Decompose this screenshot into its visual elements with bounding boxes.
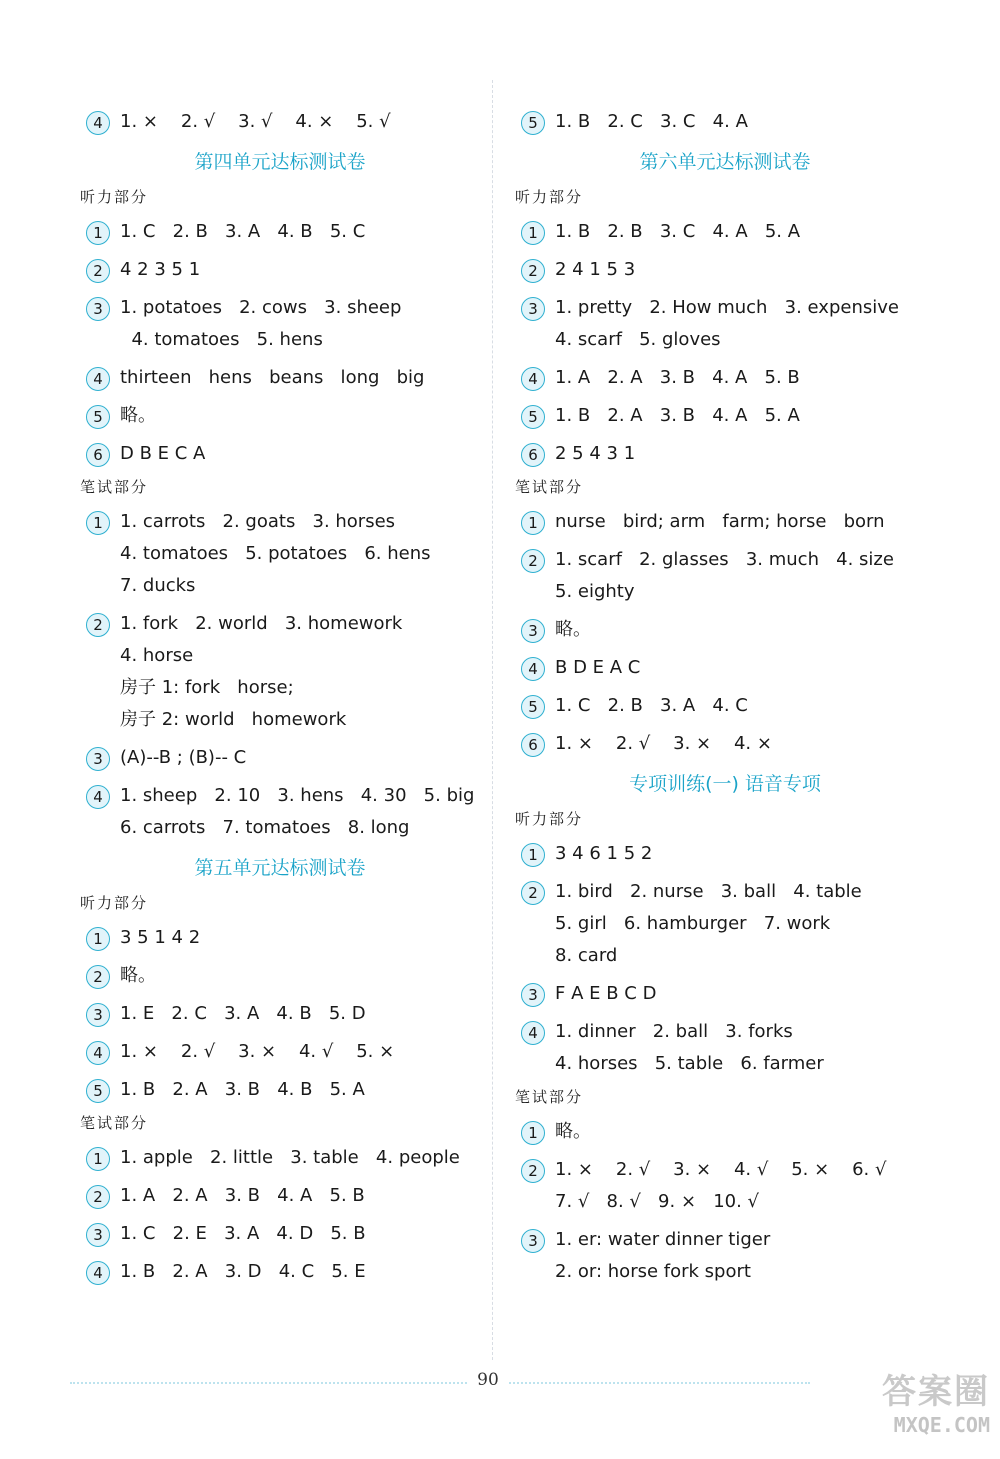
answer-item [515, 652, 935, 684]
question-number-badge: 4 [521, 1021, 545, 1045]
answer-line: 1. B 2. A 3. B 4. B 5. A [120, 1079, 365, 1100]
answer-item [515, 1154, 935, 1218]
answer-line: 5. girl 6. hamburger 7. work [555, 913, 831, 934]
answer-item [515, 438, 935, 470]
answer-line: 1. B 2. A 3. B 4. A 5. A [555, 405, 800, 426]
question-number-badge: 5 [521, 111, 545, 135]
answer-item [80, 438, 480, 470]
answer-item [80, 1074, 480, 1106]
answer-line: D B E C A [120, 443, 206, 464]
answer-line: 1. pretty 2. How much 3. expensive [555, 297, 899, 318]
answer-line: 略。 [120, 405, 156, 426]
question-number-badge: 1 [521, 511, 545, 535]
question-number-badge: 1 [521, 843, 545, 867]
answer-line: 1. E 2. C 3. A 4. B 5. D [120, 1003, 366, 1024]
question-number-badge: 2 [86, 259, 110, 283]
answer-item [80, 922, 480, 954]
answer-line: 1. fork 2. world 3. homework [120, 613, 403, 634]
question-number-badge: 3 [521, 983, 545, 1007]
answer-item [80, 998, 480, 1030]
answer-line: 1. C 2. B 3. A 4. B 5. C [120, 221, 366, 242]
answer-item [515, 1224, 935, 1288]
answer-item [80, 608, 480, 736]
answer-item [515, 614, 935, 646]
question-number-badge: 1 [86, 221, 110, 245]
watermark-logo: 答案圈 [882, 1372, 990, 1412]
page-number: 90 [468, 1370, 508, 1390]
answer-line: 1. B 2. A 3. D 4. C 5. E [120, 1261, 366, 1282]
subsection-heading: 听力部分 [80, 188, 149, 206]
answer-item [515, 106, 935, 138]
answer-line: 6. carrots 7. tomatoes 8. long [120, 817, 410, 838]
answer-item [80, 1036, 480, 1068]
answer-item [515, 876, 935, 972]
answer-item [515, 728, 935, 760]
section-title: 第六单元达标测试卷 [639, 151, 811, 173]
answer-line: 1. × 2. √ 3. × 4. √ 5. × 6. √ [555, 1159, 887, 1180]
answer-line: 1. er: water dinner tiger [555, 1229, 771, 1250]
answer-line: (A)--B ; (B)-- C [120, 747, 247, 768]
answer-line: 2 5 4 3 1 [555, 443, 636, 464]
answer-item [515, 292, 935, 356]
answer-line: 7. ducks [120, 575, 196, 596]
answer-item [515, 1016, 935, 1080]
answer-line: 2. or: horse fork sport [555, 1261, 751, 1282]
right-column [515, 100, 935, 1288]
question-number-badge: 5 [521, 695, 545, 719]
question-number-badge: 3 [521, 1229, 545, 1253]
column-divider [492, 80, 493, 1360]
question-number-badge: 4 [521, 367, 545, 391]
subsection-heading: 笔试部分 [515, 1088, 584, 1106]
question-number-badge: 4 [86, 1041, 110, 1065]
answer-line: 1. C 2. B 3. A 4. C [555, 695, 748, 716]
answer-item [515, 690, 935, 722]
question-number-badge: 1 [86, 927, 110, 951]
answer-item [515, 838, 935, 870]
question-number-badge: 2 [521, 549, 545, 573]
subsection-heading: 笔试部分 [80, 1114, 149, 1132]
subsection-heading: 听力部分 [80, 894, 149, 912]
answer-line: 7. √ 8. √ 9. × 10. √ [555, 1191, 760, 1212]
question-number-badge: 3 [86, 1003, 110, 1027]
answer-line: 1. A 2. A 3. B 4. A 5. B [120, 1185, 365, 1206]
question-number-badge: 4 [521, 657, 545, 681]
answer-item [80, 742, 480, 774]
answer-line: 4 2 3 5 1 [120, 259, 201, 280]
answer-item [515, 544, 935, 608]
subsection-heading: 笔试部分 [515, 478, 584, 496]
answer-item [80, 292, 480, 356]
answer-line: 1. apple 2. little 3. table 4. people [120, 1147, 460, 1168]
question-number-badge: 4 [86, 367, 110, 391]
answer-line: 略。 [555, 1121, 591, 1142]
question-number-badge: 3 [521, 619, 545, 643]
question-number-badge: 2 [521, 1159, 545, 1183]
answer-line: 房子 2: world homework [120, 709, 347, 730]
answer-line: 1. sheep 2. 10 3. hens 4. 30 5. big [120, 785, 475, 806]
answer-line: 5. eighty [555, 581, 635, 602]
answer-item [515, 254, 935, 286]
question-number-badge: 1 [521, 1121, 545, 1145]
answer-item [515, 216, 935, 248]
question-number-badge: 5 [86, 405, 110, 429]
answer-item [80, 1218, 480, 1250]
answer-item [80, 400, 480, 432]
watermark-site: MXQE.COM [893, 1413, 990, 1437]
question-number-badge: 1 [521, 221, 545, 245]
answer-line: 1. carrots 2. goats 3. horses [120, 511, 396, 532]
answer-item [80, 1180, 480, 1212]
subsection-heading: 听力部分 [515, 810, 584, 828]
question-number-badge: 2 [521, 259, 545, 283]
answer-line: 3 5 1 4 2 [120, 927, 201, 948]
answer-item [80, 506, 480, 602]
question-number-badge: 6 [521, 733, 545, 757]
question-number-badge: 5 [86, 1079, 110, 1103]
answer-line: 3 4 6 1 5 2 [555, 843, 653, 864]
answer-line: 1. × 2. √ 3. × 4. × [555, 733, 772, 754]
answer-line: 4. horse [120, 645, 194, 666]
answer-line: 1. dinner 2. ball 3. forks [555, 1021, 793, 1042]
answer-item [80, 1256, 480, 1288]
question-number-badge: 6 [86, 443, 110, 467]
answer-line: 1. A 2. A 3. B 4. A 5. B [555, 367, 800, 388]
answer-line: 房子 1: fork horse; [120, 677, 294, 698]
watermark [820, 1372, 990, 1438]
answer-line: B D E A C [555, 657, 641, 678]
answer-item [515, 1116, 935, 1148]
answer-item [515, 506, 935, 538]
question-number-badge: 2 [86, 965, 110, 989]
question-number-badge: 2 [86, 1185, 110, 1209]
question-number-badge: 5 [521, 405, 545, 429]
answer-line: 1. C 2. E 3. A 4. D 5. B [120, 1223, 366, 1244]
answer-line: 1. bird 2. nurse 3. ball 4. table [555, 881, 862, 902]
answer-item [80, 254, 480, 286]
answer-line: 4. scarf 5. gloves [555, 329, 721, 350]
answer-line: thirteen hens beans long big [120, 367, 425, 388]
answer-item [80, 362, 480, 394]
answer-line: 略。 [120, 965, 156, 986]
answer-line: 1. potatoes 2. cows 3. sheep [120, 297, 402, 318]
question-number-badge: 3 [86, 297, 110, 321]
question-number-badge: 4 [86, 111, 110, 135]
answer-line: 1. scarf 2. glasses 3. much 4. size [555, 549, 894, 570]
section-title: 第四单元达标测试卷 [194, 151, 366, 173]
section-title: 第五单元达标测试卷 [194, 857, 366, 879]
answer-item [80, 1142, 480, 1174]
question-number-badge: 1 [86, 511, 110, 535]
subsection-heading: 听力部分 [515, 188, 584, 206]
answer-line: 1. B 2. C 3. C 4. A [555, 111, 748, 132]
answer-line: 1. × 2. √ 3. √ 4. × 5. √ [120, 111, 391, 132]
question-number-badge: 3 [86, 1223, 110, 1247]
question-number-badge: 6 [521, 443, 545, 467]
left-column [80, 100, 480, 1288]
question-number-badge: 2 [521, 881, 545, 905]
answer-line: F A E B C D [555, 983, 657, 1004]
section-title: 专项训练(一) 语音专项 [629, 773, 821, 795]
answer-item [515, 400, 935, 432]
answer-line: 8. card [555, 945, 618, 966]
answer-item [80, 216, 480, 248]
answer-line: nurse bird; arm farm; horse born [555, 511, 885, 532]
question-number-badge: 3 [521, 297, 545, 321]
answer-item [80, 780, 480, 844]
question-number-badge: 1 [86, 1147, 110, 1171]
answer-line: 2 4 1 5 3 [555, 259, 636, 280]
question-number-badge: 4 [86, 785, 110, 809]
answer-line: 1. × 2. √ 3. × 4. √ 5. × [120, 1041, 395, 1062]
answer-line: 4. horses 5. table 6. farmer [555, 1053, 824, 1074]
answer-item [515, 362, 935, 394]
subsection-heading: 笔试部分 [80, 478, 149, 496]
question-number-badge: 2 [86, 613, 110, 637]
answer-item [80, 960, 480, 992]
answer-item [80, 106, 480, 138]
answer-line: 4. tomatoes 5. hens [120, 329, 323, 350]
question-number-badge: 3 [86, 747, 110, 771]
answer-line: 略。 [555, 619, 591, 640]
question-number-badge: 4 [86, 1261, 110, 1285]
answer-line: 4. tomatoes 5. potatoes 6. hens [120, 543, 431, 564]
answer-item [515, 978, 935, 1010]
footer-dotted-line [70, 1382, 810, 1384]
answer-line: 1. B 2. B 3. C 4. A 5. A [555, 221, 801, 242]
